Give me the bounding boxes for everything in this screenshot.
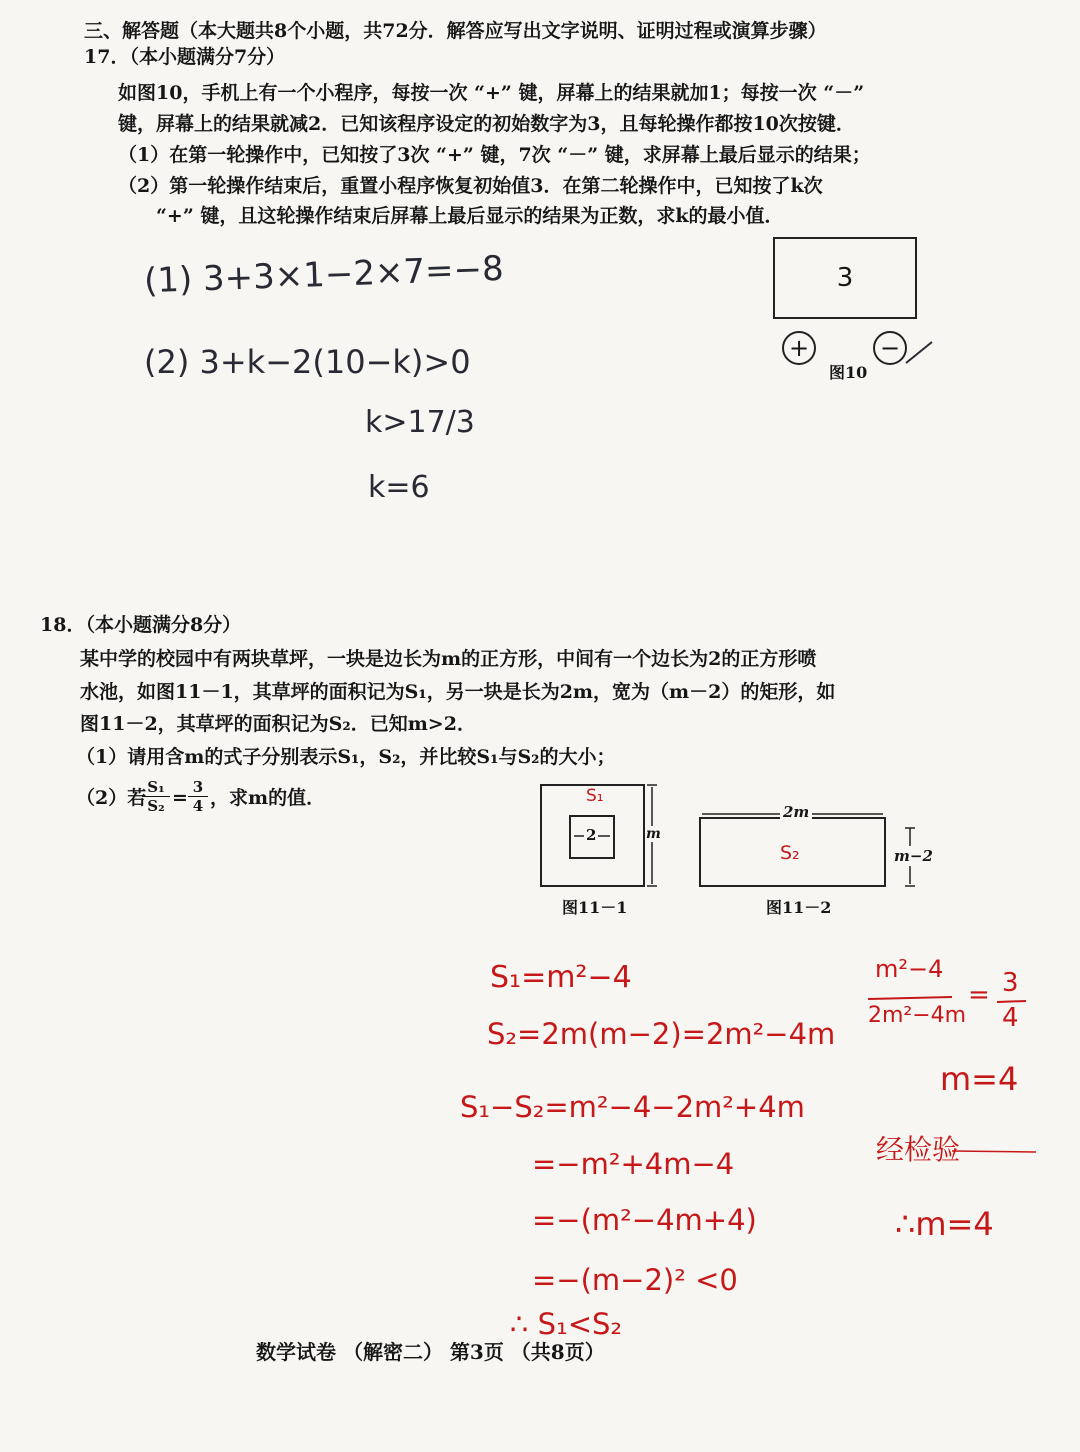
- q17-answer-3: k>17/3: [365, 405, 475, 440]
- fig11-1-caption: 图11－1: [562, 898, 628, 917]
- q18-ratio-eq: =: [968, 980, 990, 1010]
- fig11-1-inner-label: 2: [586, 826, 597, 844]
- q18-text-line2: 水池，如图11－1，其草坪的面积记为S₁，另一块是长为2m，宽为（m－2）的矩形，如: [80, 681, 836, 703]
- page-footer: 数学试卷 （解密二） 第3页 （共8页）: [256, 1340, 605, 1364]
- q18-part2-prefix: （2）若: [76, 787, 147, 809]
- red-underline: [952, 1151, 1036, 1152]
- fraction-numerator: S₁: [147, 778, 165, 796]
- q17-answer-2: (2) 3+k−2(10−k)>0: [144, 343, 471, 381]
- fig11-2-s2-label: S₂: [780, 842, 800, 864]
- fig11-1-s1-label: S₁: [586, 786, 604, 806]
- fig11-2-caption: 图11－2: [766, 898, 832, 917]
- q18-part2-suffix: ，求m的值．: [210, 787, 326, 809]
- fraction-numerator: 3: [192, 778, 204, 796]
- q17-answer-1: (1) 3+3×1−2×7=−8: [143, 248, 505, 302]
- pen-mark: [906, 342, 932, 363]
- fig11-2-length-label: 2m: [780, 803, 812, 821]
- q18-ratio-value-num: 3: [1002, 968, 1019, 998]
- fig11-2-width-label: m−2: [894, 847, 933, 865]
- q17-part1: （1）在第一轮操作中，已知按了3次 “+” 键，7次 “－” 键，求屏幕上最后显示的结果；: [118, 144, 871, 166]
- q18-work-5: =−(m²−4m+4): [532, 1203, 757, 1237]
- section-heading: 三、解答题（本大题共8个小题，共72分．解答应写出文字说明、证明过程或演算步骤）: [84, 20, 827, 42]
- fraction-denominator: 4: [188, 796, 208, 815]
- fraction-denominator: S₂: [142, 796, 170, 815]
- q18-ratio-denominator: 2m²−4m: [868, 1003, 967, 1028]
- q17-header: 17．（本小题满分7分）: [84, 46, 286, 68]
- q18-result-m: m=4: [940, 1060, 1019, 1098]
- q18-part1: （1）请用含m的式子分别表示S₁，S₂，并比较S₁与S₂的大小；: [76, 746, 616, 768]
- q17-part2-line1: （2）第一轮操作结束后，重置小程序恢复初始值3．在第二轮操作中，已知按了k次: [118, 175, 823, 197]
- q18-work-1: S₁=m²−4: [490, 960, 632, 995]
- q18-work-4: =−m²+4m−4: [532, 1147, 735, 1181]
- q18-part2-eq: =: [172, 787, 188, 809]
- q18-text-line1: 某中学的校园中有两块草坪，一块是边长为m的正方形，中间有一个边长为2的正方形喷: [80, 648, 817, 670]
- q17-part2-line2: “+” 键，且这轮操作结束后屏幕上最后显示的结果为正数，求k的最小值．: [156, 205, 784, 227]
- q18-work-7: ∴ S₁<S₂: [510, 1307, 623, 1341]
- q18-verify: 经检验: [876, 1133, 961, 1166]
- q17-text-line2: 键，屏幕上的结果就减2．已知该程序设定的初始数字为3，且每轮操作都按10次按键．: [118, 113, 855, 135]
- q18-work-2: S₂=2m(m−2)=2m²−4m: [487, 1017, 836, 1051]
- minus-label: −: [879, 334, 901, 362]
- red-fraction-bar-2: [997, 1001, 1026, 1002]
- q18-final-answer: ∴m=4: [895, 1205, 994, 1243]
- q17-text-line1: 如图10，手机上有一个小程序，每按一次 “+” 键，屏幕上的结果就加1；每按一次 “－”: [118, 82, 865, 104]
- plus-label: +: [788, 334, 810, 362]
- screen-value: 3: [836, 263, 854, 293]
- q18-work-3: S₁−S₂=m²−4−2m²+4m: [460, 1090, 805, 1124]
- figure-10-caption: 图10: [829, 363, 868, 382]
- red-fraction-bar: [868, 997, 952, 999]
- q18-ratio-numerator: m²−4: [875, 955, 944, 983]
- q18-text-line3: 图11－2，其草坪的面积记为S₂．已知m>2．: [80, 713, 476, 735]
- q18-header: 18．（本小题满分8分）: [40, 614, 242, 636]
- q18-ratio-value-den: 4: [1002, 1003, 1019, 1033]
- fig11-1-side-label: m: [646, 826, 661, 842]
- q18-work-6: =−(m−2)² <0: [532, 1263, 738, 1297]
- q17-answer-4: k=6: [368, 470, 430, 505]
